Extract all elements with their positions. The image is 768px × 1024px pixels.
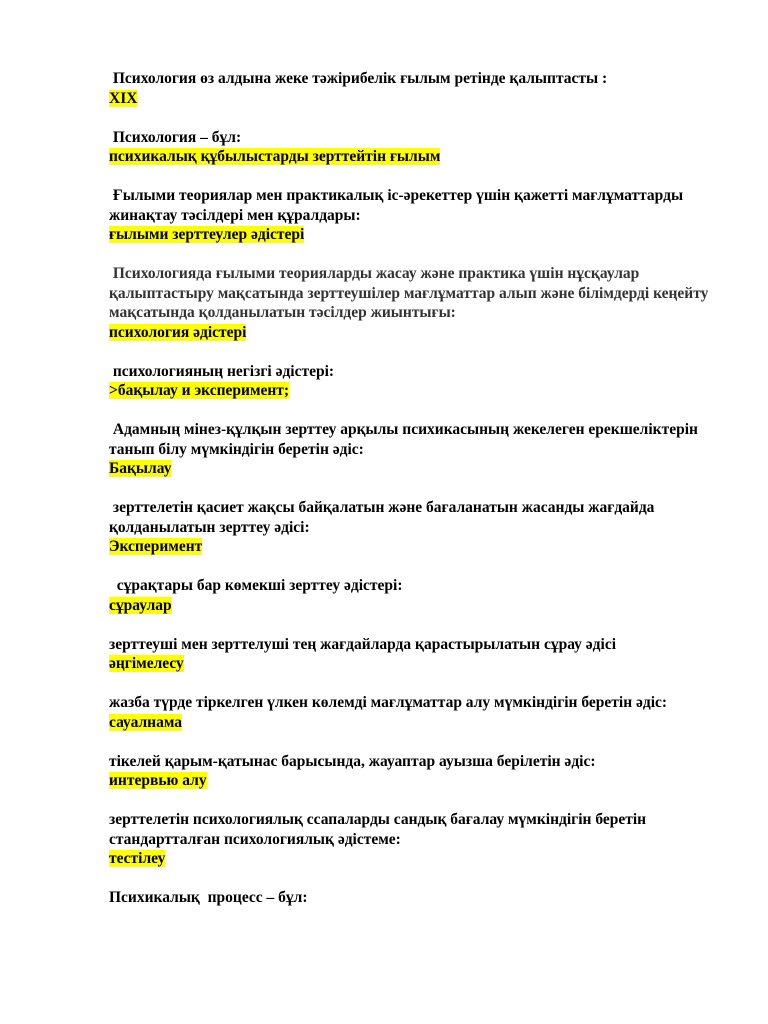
answer-highlight: XIX [109, 89, 138, 107]
answer-highlight: тестілеу [109, 850, 166, 867]
qa-item-7 [109, 498, 709, 557]
qa-item-5 [109, 362, 709, 401]
question-text: Ғылыми теориялар мен практикалық іс-әрекеттер үшін қажетті мағлұматтарды жинақтау тәсілдері мен құралдары: [109, 187, 687, 224]
qa-item-13 [109, 888, 709, 908]
answer-highlight: сауалнама [109, 713, 183, 731]
answer-highlight: психикалық құбылыстарды зерттейтін ғылым [109, 148, 441, 165]
document-page [109, 69, 713, 927]
qa-item-1 [109, 69, 709, 108]
question-text: Психология өз алдына жеке тәжірибелік ғылым ретінде қалыптасты : [109, 70, 608, 87]
answer-highlight: психология әдістері [109, 323, 247, 341]
answer-highlight: сұраулар [109, 596, 172, 614]
question-text: сұрақтары бар көмекші зерттеу әдістері: [109, 577, 403, 594]
qa-item-4 [109, 264, 713, 342]
qa-item-10 [109, 693, 709, 732]
question-text: психологияның негізгі әдістері: [109, 362, 335, 380]
question-text: зерттелетін психологиялық ссапаларды сандық бағалау мүмкіндігін беретін стандартталған психологиялық әдістеме: [109, 811, 650, 848]
question-text: зерттеуші мен зерттелуші тең жағдайларда қарастырылатын сұрау әдісі [109, 635, 617, 653]
question-text: Психология – бұл: [109, 128, 242, 146]
qa-item-9 [109, 635, 709, 674]
answer-highlight: Эксперимент [109, 538, 203, 555]
answer-highlight: Бақылау [109, 460, 172, 477]
qa-item-6 [109, 420, 709, 479]
question-text: жазба түрде тіркелген үлкен көлемді мағлұматтар алу мүмкіндігін беретін әдіс: [109, 694, 668, 711]
qa-item-2 [109, 128, 709, 167]
qa-item-8 [109, 576, 709, 615]
question-text: Психикалық процесс – бұл: [109, 889, 308, 906]
qa-item-3 [109, 186, 709, 245]
question-text: зерттелетін қасиет жақсы байқалатын және бағаланатын жасанды жағдайда қолданылатын зерттеу әдісі: [109, 499, 659, 536]
answer-highlight: ғылыми зерттеулер әдістері [109, 226, 305, 243]
answer-highlight: әңгімелесу [109, 655, 184, 672]
question-text: Психологияда ғылыми теорияларды жасау және практика үшін нұсқаулар қалыптастыру мақсатында зерттеушілер мағлұматтар алып және білімдерді кеңейту мақсатында қолданылатын тәсілдер жиынтығы: [109, 265, 713, 321]
qa-item-11 [109, 752, 709, 791]
answer-highlight: интервью алу [109, 772, 207, 789]
qa-item-12 [109, 810, 709, 869]
answer-highlight: >бақылау и эксперимент; [109, 382, 290, 399]
question-text: тікелей қарым-қатынас барысында, жауаптар ауызша берілетін әдіс: [109, 752, 596, 770]
question-text: Адамның мінез-құлқын зерттеу арқылы психикасының жекелеген ерекшеліктерін танып білу мүмкіндігін беретін әдіс: [109, 421, 702, 458]
